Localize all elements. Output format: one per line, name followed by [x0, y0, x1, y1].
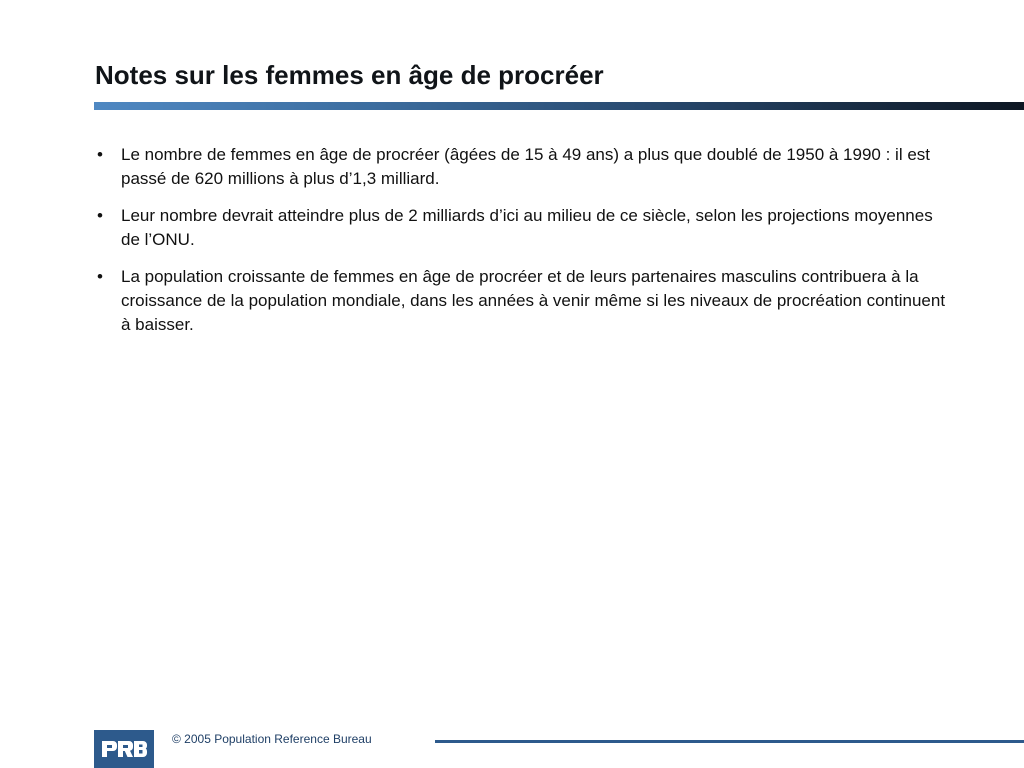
slide-title: Notes sur les femmes en âge de procréer: [95, 60, 604, 90]
bullet-list: [95, 143, 955, 350]
footer-divider: [435, 740, 1024, 743]
bullet-text: Leur nombre devrait atteindre plus de 2 milliards d’ici au milieu de ce siècle, selon les projections moyennes de l’ONU.: [121, 206, 933, 249]
bullet-item: [95, 143, 955, 191]
copyright-text: © 2005 Population Reference Bureau: [172, 732, 372, 746]
bullet-text: Le nombre de femmes en âge de procréer (âgées de 15 à 49 ans) a plus que doublé de 1950 à 1990 : il est passé de 620 millions à plus d’1,3 milliard.: [121, 145, 930, 188]
title-divider: [94, 102, 1024, 110]
prb-logo: [94, 730, 154, 768]
bullet-icon: •: [97, 267, 103, 286]
bullet-text: La population croissante de femmes en âge de procréer et de leurs partenaires masculins contribuera à la croissance de la population mondiale, dans les années à venir même si les niveaux de procréation continuent à baisser.: [121, 267, 946, 334]
bullet-item: [95, 265, 955, 337]
bullet-icon: •: [97, 145, 103, 164]
bullet-item: [95, 204, 955, 252]
bullet-icon: •: [97, 206, 103, 225]
prb-logo-icon: [100, 738, 148, 760]
